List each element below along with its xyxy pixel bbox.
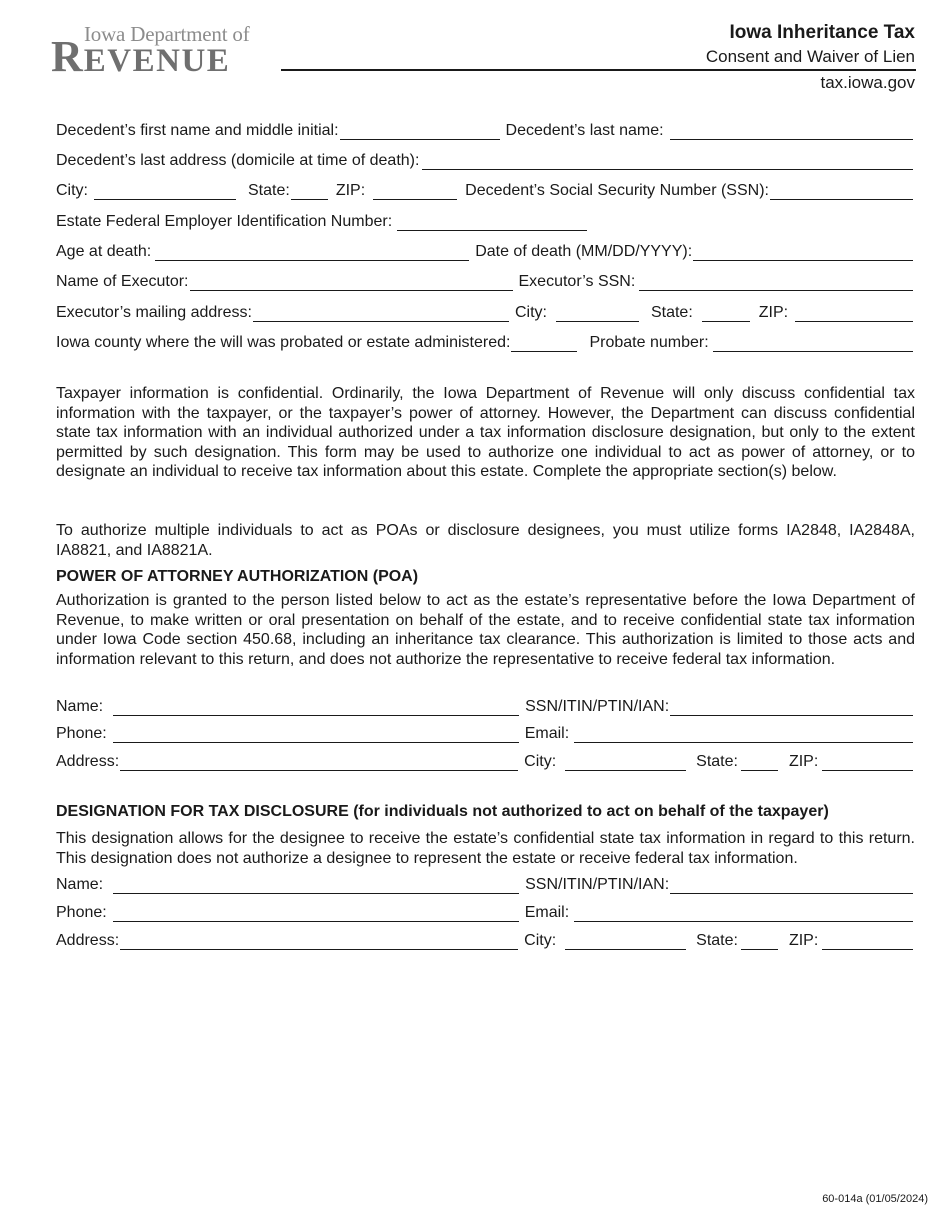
logo-revenue-rest: EVENUE xyxy=(83,43,231,79)
poa-name-label: Name: xyxy=(56,698,104,715)
designee-email-label: Email: xyxy=(524,904,570,921)
decedent-city-row xyxy=(56,178,913,200)
executor-city-label: City: xyxy=(514,304,547,321)
poa-city-label: City: xyxy=(524,753,557,770)
executor-name-field[interactable] xyxy=(190,274,513,291)
decedent-name-row xyxy=(56,118,913,140)
header-divider xyxy=(281,69,916,71)
state-field[interactable] xyxy=(291,183,328,200)
designee-address-row xyxy=(56,928,913,950)
designee-phone-field[interactable] xyxy=(113,905,519,922)
executor-name-label: Name of Executor: xyxy=(56,273,189,290)
multiple-authorization-paragraph: To authorize multiple individuals to act as POAs or disclosure designees, you must utilize forms IA2848, IA2848A, IA8821, and IA8821A. xyxy=(56,522,915,559)
designee-zip-label: ZIP: xyxy=(788,932,819,949)
designee-address-field[interactable] xyxy=(120,933,518,950)
first-name-label: Decedent’s first name and middle initial: xyxy=(56,122,339,139)
website-url: tax.iowa.gov xyxy=(820,73,915,92)
date-of-death-label: Date of death (MM/DD/YYYY): xyxy=(475,243,693,260)
poa-id-field[interactable] xyxy=(670,699,913,716)
poa-phone-row xyxy=(56,721,913,743)
executor-state-label: State: xyxy=(650,304,693,321)
decedent-ssn-label: Decedent’s Social Security Number (SSN): xyxy=(465,182,769,199)
executor-ssn-field[interactable] xyxy=(639,274,913,291)
designee-name-row xyxy=(56,872,913,894)
poa-paragraph: Authorization is granted to the person listed below to act as the estate’s representative before the Iowa Department of Revenue, to make written or oral presentation on behalf of the estate, and to receive confidential state tax information under Iowa Code section 450.68, including an inheritance tax clearance. This authorization is limited to those acts and information relevant to this return, and does not authorize the representative to receive federal tax information. xyxy=(56,592,915,668)
decedent-address-row xyxy=(56,148,913,170)
designee-state-field[interactable] xyxy=(741,933,778,950)
executor-zip-label: ZIP: xyxy=(758,304,789,321)
probate-number-field[interactable] xyxy=(713,335,913,352)
poa-state-label: State: xyxy=(696,753,738,770)
executor-row xyxy=(56,269,913,291)
state-label: State: xyxy=(248,182,290,199)
last-address-label: Decedent’s last address (domicile at time of death): xyxy=(56,152,420,169)
poa-zip-field[interactable] xyxy=(822,754,913,771)
last-name-label: Decedent’s last name: xyxy=(505,122,664,139)
designee-address-label: Address: xyxy=(56,932,120,949)
poa-heading: POWER OF ATTORNEY AUTHORIZATION (POA) xyxy=(56,568,419,585)
county-label: Iowa county where the will was probated or estate administered: xyxy=(56,334,511,351)
first-name-field[interactable] xyxy=(340,123,500,140)
county-field[interactable] xyxy=(511,335,577,352)
poa-address-label: Address: xyxy=(56,753,120,770)
designee-id-label: SSN/ITIN/PTIN/IAN: xyxy=(525,876,670,893)
poa-name-row xyxy=(56,694,913,716)
poa-address-row xyxy=(56,749,913,771)
last-address-field[interactable] xyxy=(422,153,913,170)
age-label: Age at death: xyxy=(56,243,152,260)
executor-state-field[interactable] xyxy=(702,305,750,322)
poa-id-label: SSN/ITIN/PTIN/IAN: xyxy=(525,698,670,715)
designee-email-field[interactable] xyxy=(574,905,913,922)
designee-city-label: City: xyxy=(524,932,557,949)
executor-zip-field[interactable] xyxy=(795,305,913,322)
form-subtitle: Consent and Waiver of Lien xyxy=(705,47,915,66)
poa-city-field[interactable] xyxy=(565,754,686,771)
executor-address-label: Executor’s mailing address: xyxy=(56,304,252,321)
poa-zip-label: ZIP: xyxy=(788,753,819,770)
designation-heading: DESIGNATION FOR TAX DISCLOSURE (for individuals not authorized to act on behalf of the taxpayer) xyxy=(56,803,829,820)
executor-address-row xyxy=(56,300,913,322)
poa-phone-label: Phone: xyxy=(56,725,107,742)
confidentiality-paragraph: Taxpayer information is confidential. Ordinarily, the Iowa Department of Revenue will only discuss confidential tax information with the taxpayer, or the taxpayer’s power of attorney. However, the Department can discuss confidential state tax information with an individual authorized under a tax information disclosure designation, but only to the extent permitted by such designation. This form may be used to authorize one individual to act as power of attorney, or to designate an individual to receive tax information about this estate. Complete the appropriate section(s) below. xyxy=(56,385,915,481)
date-of-death-field[interactable] xyxy=(693,244,913,261)
executor-address-field[interactable] xyxy=(253,305,509,322)
designee-city-field[interactable] xyxy=(565,933,686,950)
city-label: City: xyxy=(56,182,88,199)
logo-revenue-wordmark xyxy=(51,32,230,86)
form-title: Iowa Inheritance Tax xyxy=(729,22,915,43)
poa-email-label: Email: xyxy=(524,725,570,742)
poa-phone-field[interactable] xyxy=(113,726,519,743)
logo-department-text: Iowa Department of xyxy=(84,22,250,46)
designee-name-field[interactable] xyxy=(113,877,519,894)
age-field[interactable] xyxy=(155,244,469,261)
fein-row xyxy=(56,209,913,231)
designee-name-label: Name: xyxy=(56,876,104,893)
probate-row xyxy=(56,330,913,352)
poa-name-field[interactable] xyxy=(113,699,519,716)
designee-zip-field[interactable] xyxy=(822,933,913,950)
poa-email-field[interactable] xyxy=(574,726,913,743)
age-death-row xyxy=(56,239,913,261)
fein-field[interactable] xyxy=(397,214,587,231)
zip-field[interactable] xyxy=(373,183,457,200)
executor-city-field[interactable] xyxy=(556,305,639,322)
poa-state-field[interactable] xyxy=(741,754,778,771)
designee-state-label: State: xyxy=(696,932,738,949)
designee-id-field[interactable] xyxy=(670,877,913,894)
zip-label: ZIP: xyxy=(335,182,366,199)
designation-paragraph: This designation allows for the designee to receive the estate’s confidential state tax information in regard to this return. This designation does not authorize a designee to represent the estate or receive federal tax information. xyxy=(56,830,915,867)
last-name-field[interactable] xyxy=(670,123,913,140)
fein-label: Estate Federal Employer Identification Number: xyxy=(56,213,393,230)
city-field[interactable] xyxy=(94,183,236,200)
designee-phone-label: Phone: xyxy=(56,904,107,921)
designee-phone-row xyxy=(56,900,913,922)
logo-revenue-initial: R xyxy=(51,32,84,81)
executor-ssn-label: Executor’s SSN: xyxy=(518,273,636,290)
poa-address-field[interactable] xyxy=(120,754,518,771)
form-number: 60-014a (01/05/2024) xyxy=(822,1193,928,1205)
decedent-ssn-field[interactable] xyxy=(770,183,913,200)
probate-number-label: Probate number: xyxy=(589,334,709,351)
